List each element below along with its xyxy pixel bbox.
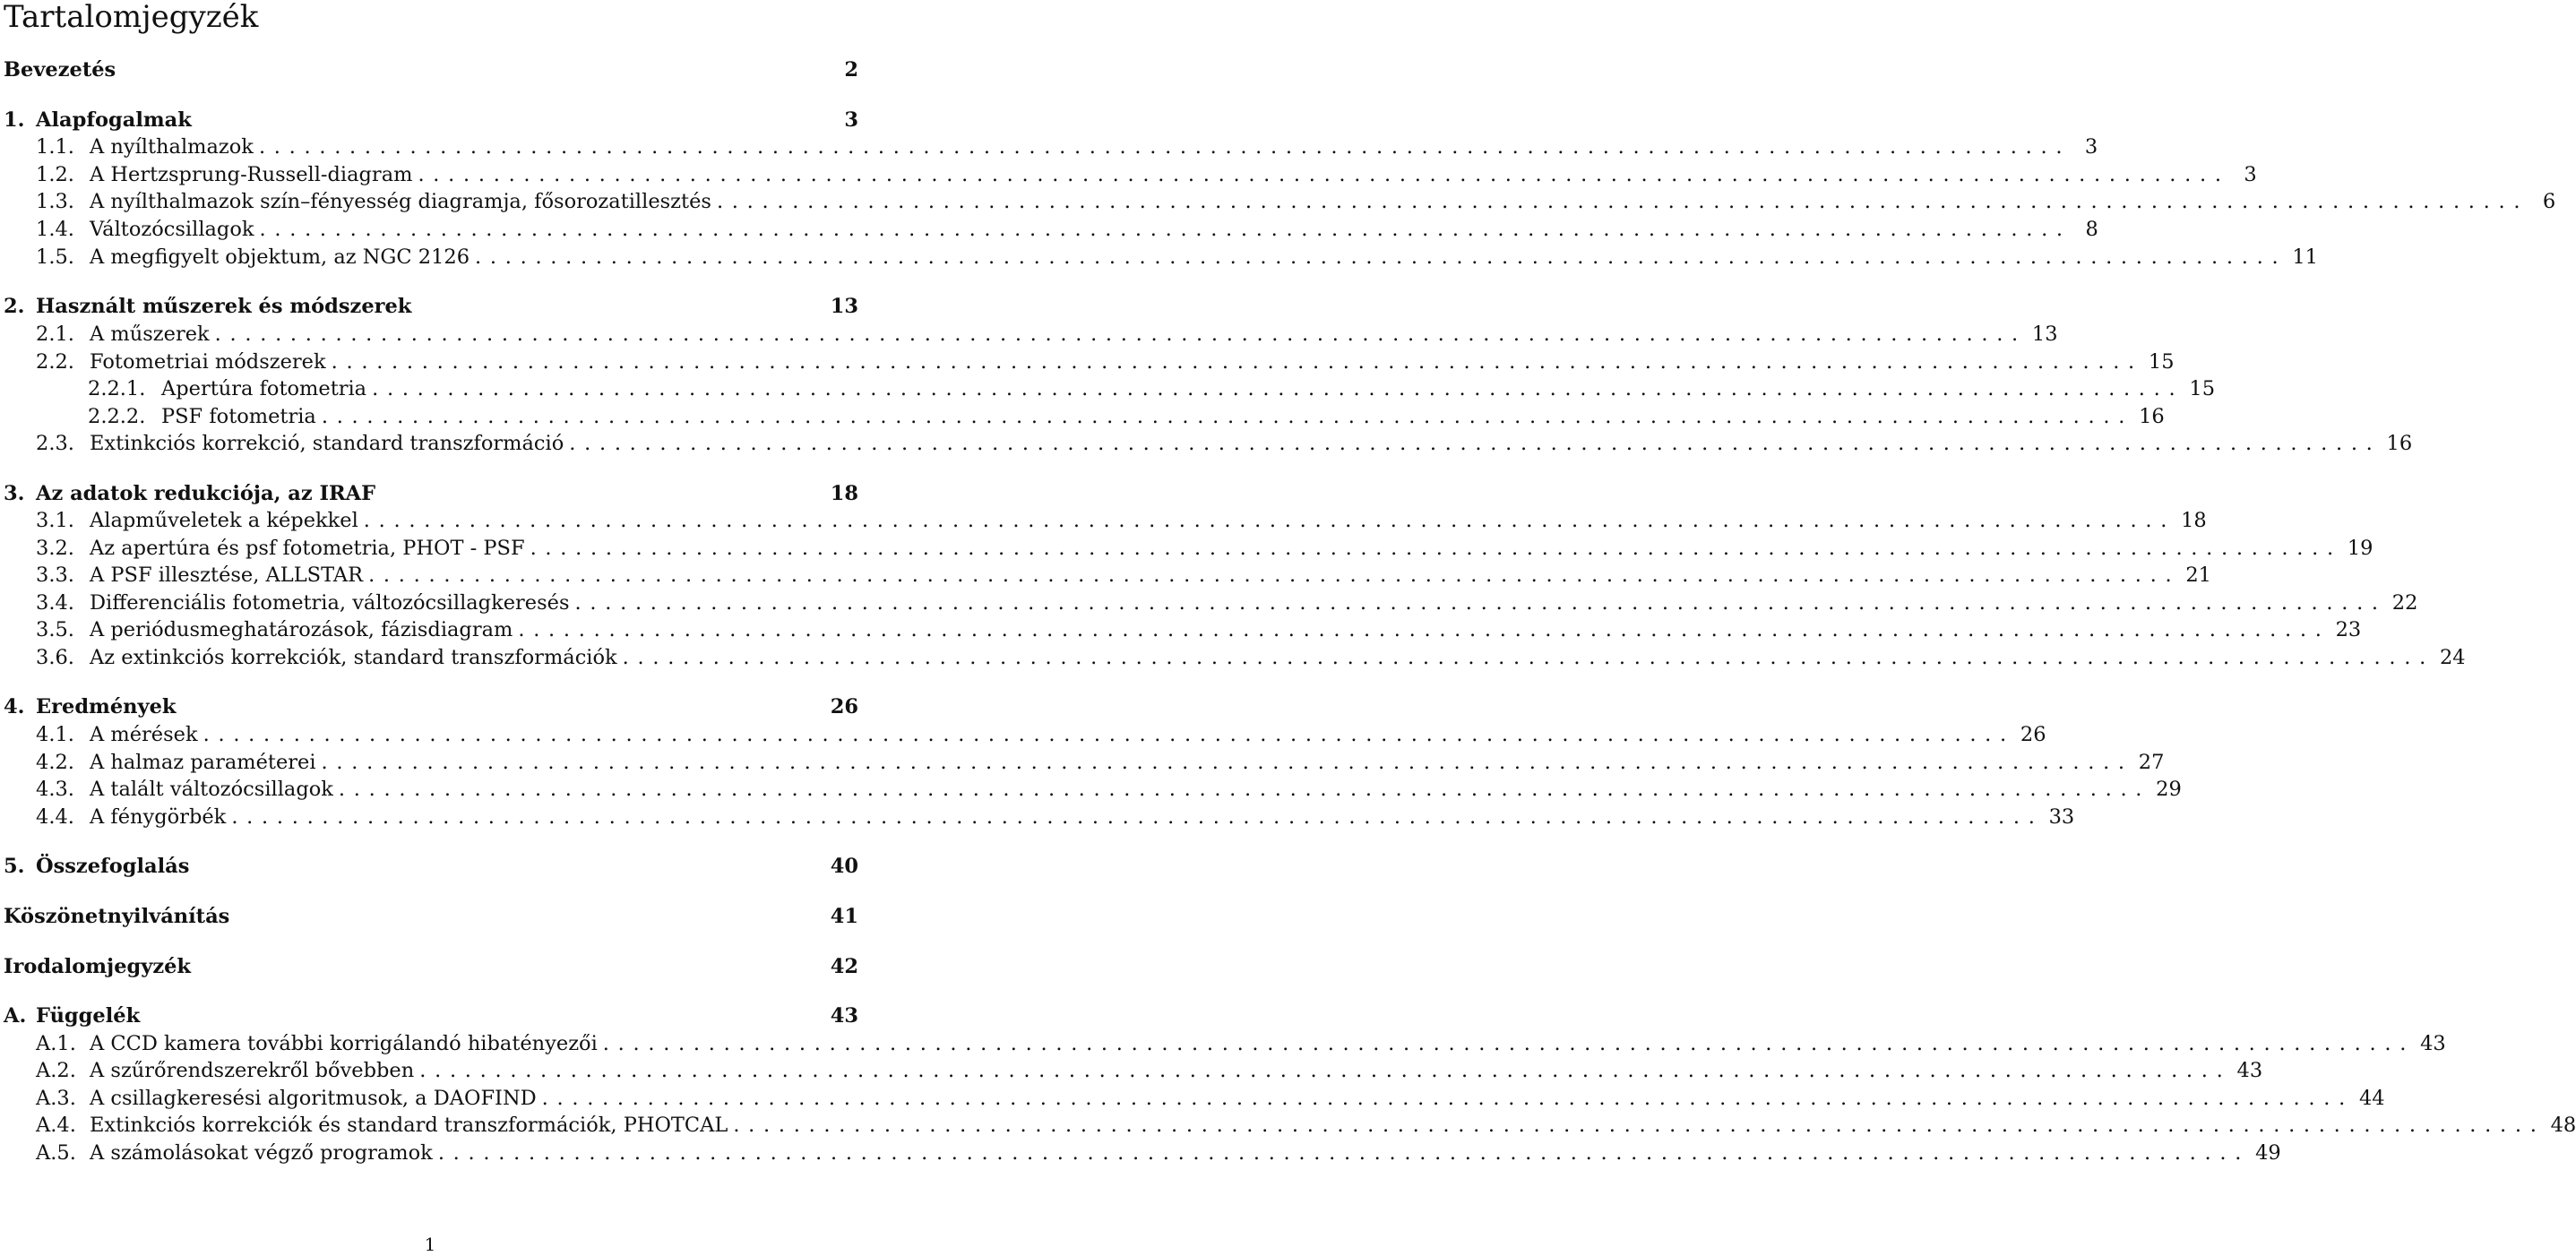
toc-entry-title: A nyílthalmazok bbox=[90, 135, 254, 159]
toc-entry-title: Az extinkciós korrekciók, standard transzformációk bbox=[90, 646, 617, 669]
toc-page-number: 41 bbox=[830, 905, 858, 928]
toc-dot-leader: ........................................................................................................................ bbox=[368, 563, 2181, 587]
toc-entry-title: A CCD kamera további korrigálandó hibatényezői bbox=[90, 1032, 598, 1055]
toc-entry-title: A szűrőrendszerekről bővebben bbox=[90, 1059, 415, 1082]
toc-entry-number: 1.2. bbox=[36, 163, 74, 186]
toc-entry-title: Alapműveletek a képekkel bbox=[90, 509, 358, 532]
toc-entry-number: A.3. bbox=[36, 1087, 76, 1110]
toc-dot-leader: ........................................................................................................................ bbox=[202, 723, 2015, 746]
toc-chapter-entry[interactable] bbox=[4, 1002, 858, 1029]
toc-section-entry[interactable] bbox=[4, 216, 2098, 243]
toc-dot-leader: ........................................................................................................................ bbox=[214, 323, 2027, 346]
toc-chapter-entry[interactable] bbox=[4, 693, 858, 720]
toc-entry-number: A.1. bbox=[36, 1032, 76, 1055]
toc-section-entry[interactable] bbox=[4, 1112, 2576, 1139]
toc-entry-title: Összefoglalás bbox=[36, 855, 190, 878]
toc-section-entry[interactable] bbox=[4, 562, 2211, 589]
toc-entry-title: Köszönetnyilvánítás bbox=[4, 905, 230, 928]
toc-dot-leader: ........................................................................................................................ bbox=[716, 190, 2529, 213]
toc-page-number: 8 bbox=[2085, 218, 2098, 241]
toc-page-number: 40 bbox=[830, 855, 858, 878]
toc-section-entry[interactable] bbox=[4, 244, 2318, 271]
toc-dot-leader: ........................................................................................................................ bbox=[733, 1114, 2546, 1137]
toc-entry-title: A mérések bbox=[90, 723, 198, 746]
toc-entry-number: 4.4. bbox=[36, 805, 74, 829]
toc-dot-leader: ........................................................................................................................ bbox=[258, 135, 2072, 159]
toc-entry-title: Extinkciós korrekció, standard transzformáció bbox=[90, 432, 564, 455]
toc-page-number: 29 bbox=[2156, 778, 2182, 801]
toc-page-number: 19 bbox=[2347, 537, 2374, 560]
toc-page-number: 2 bbox=[844, 58, 858, 82]
toc-entry-title: Az adatok redukciója, az IRAF bbox=[36, 482, 376, 505]
toc-dot-leader: ........................................................................................................................ bbox=[321, 405, 2134, 428]
toc-dot-leader: ........................................................................................................................ bbox=[437, 1141, 2251, 1165]
toc-page-number: 18 bbox=[830, 482, 858, 505]
toc-entry-number: 2.3. bbox=[36, 432, 74, 455]
toc-dot-leader: ........................................................................................................................ bbox=[419, 1059, 2232, 1082]
toc-section-entry[interactable] bbox=[4, 589, 2418, 616]
toc-entry-title: Használt műszerek és módszerek bbox=[36, 295, 412, 318]
toc-section-entry[interactable] bbox=[4, 749, 2165, 776]
toc-page-number: 49 bbox=[2255, 1141, 2281, 1165]
toc-page-number: 6 bbox=[2542, 190, 2556, 213]
toc-subsection-entry[interactable] bbox=[4, 375, 2216, 402]
toc-page-number: 43 bbox=[2420, 1032, 2446, 1055]
toc-page-number: 22 bbox=[2391, 591, 2418, 615]
toc-chapter-entry[interactable] bbox=[4, 953, 858, 980]
toc-entry-number: 1.5. bbox=[36, 245, 74, 269]
toc-entry-title: Fotometriai módszerek bbox=[90, 350, 326, 374]
toc-entry-number: 3.3. bbox=[36, 563, 74, 587]
toc-entry-title: Eredmények bbox=[36, 695, 177, 718]
toc-entry-title: Apertúra fotometria bbox=[161, 377, 367, 400]
toc-section-entry[interactable] bbox=[4, 1140, 2281, 1166]
toc-section-entry[interactable] bbox=[4, 804, 2075, 830]
toc-dot-leader: ........................................................................................................................ bbox=[338, 778, 2151, 801]
toc-section-entry[interactable] bbox=[4, 535, 2374, 562]
toc-page-number: 27 bbox=[2138, 751, 2165, 774]
toc-entry-number: 1.4. bbox=[36, 218, 74, 241]
toc-entry-title: A PSF illesztése, ALLSTAR bbox=[90, 563, 364, 587]
page-number: 1 bbox=[424, 1234, 436, 1255]
toc-entry-title: A halmaz paraméterei bbox=[90, 751, 316, 774]
toc-page-number: 3 bbox=[2084, 135, 2098, 159]
toc-section-entry[interactable] bbox=[4, 430, 2413, 457]
toc-chapter-entry[interactable] bbox=[4, 56, 858, 83]
toc-entry-number: 2.1. bbox=[36, 323, 74, 346]
toc-section-entry[interactable] bbox=[4, 721, 2046, 748]
toc-section-entry[interactable] bbox=[4, 1085, 2385, 1112]
toc-entry-number: 4.1. bbox=[36, 723, 74, 746]
toc-dot-leader: ........................................................................................................................ bbox=[569, 432, 2382, 455]
toc-entry-title: Extinkciós korrekciók és standard transzformációk, PHOTCAL bbox=[90, 1114, 728, 1137]
toc-entry-title: A számolásokat végző programok bbox=[90, 1141, 433, 1165]
toc-page-number: 48 bbox=[2550, 1114, 2576, 1137]
toc-page-number: 18 bbox=[2181, 509, 2207, 532]
toc-chapter-entry[interactable] bbox=[4, 293, 858, 320]
toc-dot-leader: ........................................................................................................................ bbox=[518, 618, 2330, 641]
toc-entry-number: 1.3. bbox=[36, 190, 74, 213]
toc-page-number: 33 bbox=[2048, 805, 2075, 829]
toc-entry-title: Differenciális fotometria, változócsillagkeresés bbox=[90, 591, 570, 615]
toc-entry-title: Változócsillagok bbox=[90, 218, 254, 241]
toc-section-entry[interactable] bbox=[4, 321, 2058, 348]
toc-section-entry[interactable] bbox=[4, 616, 2362, 643]
toc-page-number: 3 bbox=[844, 108, 858, 132]
toc-entry-title: A műszerek bbox=[90, 323, 210, 346]
toc-page-number: 21 bbox=[2185, 563, 2211, 587]
toc-page-number: 13 bbox=[2031, 323, 2058, 346]
toc-entry-number: 4.2. bbox=[36, 751, 74, 774]
toc-section-entry[interactable] bbox=[4, 133, 2098, 160]
toc-page-number: 26 bbox=[830, 695, 858, 718]
toc-page-number: 13 bbox=[830, 295, 858, 318]
toc-dot-leader: ........................................................................................................................ bbox=[602, 1032, 2416, 1055]
toc-dot-leader: ........................................................................................................................ bbox=[372, 377, 2184, 400]
toc-dot-leader: ........................................................................................................................ bbox=[530, 537, 2342, 560]
toc-entry-number: 3.6. bbox=[36, 646, 74, 669]
toc-entry-title: A nyílthalmazok szín–fényesség diagramja, fősorozatillesztés bbox=[90, 190, 711, 213]
toc-dot-leader: ........................................................................................................................ bbox=[363, 509, 2176, 532]
toc-dot-leader: ........................................................................................................................ bbox=[418, 163, 2230, 186]
toc-chapter-entry[interactable] bbox=[4, 480, 858, 507]
toc-entry-number: 3.5. bbox=[36, 618, 74, 641]
toc-entry-number: A.2. bbox=[36, 1059, 76, 1082]
toc-entry-number: A. bbox=[4, 1004, 27, 1028]
toc-dot-leader: ........................................................................................................................ bbox=[259, 218, 2072, 241]
toc-entry-number: A.5. bbox=[36, 1141, 76, 1165]
toc-page-number: 3 bbox=[2244, 163, 2257, 186]
toc-section-entry[interactable] bbox=[4, 188, 2556, 215]
toc-section-entry[interactable] bbox=[4, 348, 2175, 375]
toc-page-number: 44 bbox=[2358, 1087, 2385, 1110]
toc-entry-number: 3. bbox=[4, 482, 25, 505]
toc-page-number: 11 bbox=[2292, 245, 2318, 269]
toc-chapter-entry[interactable] bbox=[4, 853, 858, 880]
toc-entry-title: PSF fotometria bbox=[161, 405, 316, 428]
toc-dot-leader: ........................................................................................................................ bbox=[574, 591, 2387, 615]
toc-entry-number: A.4. bbox=[36, 1114, 76, 1137]
toc-page bbox=[4, 0, 2576, 1256]
toc-subsection-entry[interactable] bbox=[4, 403, 2165, 430]
toc-page-number: 16 bbox=[2386, 432, 2413, 455]
toc-entry-number: 1.1. bbox=[36, 135, 74, 159]
toc-entry-title: A csillagkeresési algoritmusok, a DAOFIND bbox=[90, 1087, 537, 1110]
toc-section-entry[interactable] bbox=[4, 161, 2257, 188]
toc-entry-title: Függelék bbox=[36, 1004, 141, 1028]
toc-dot-leader: ........................................................................................................................ bbox=[231, 805, 2044, 829]
toc-entry-title: A periódusmeghatározások, fázisdiagram bbox=[90, 618, 513, 641]
toc-page-number: 16 bbox=[2139, 405, 2165, 428]
toc-entry-number: 2.2.1. bbox=[88, 377, 146, 400]
toc-page-number: 24 bbox=[2439, 646, 2466, 669]
toc-entry-number: 3.4. bbox=[36, 591, 74, 615]
toc-page-number: 42 bbox=[830, 955, 858, 978]
toc-chapter-entry[interactable] bbox=[4, 903, 858, 930]
toc-entry-title: A megfigyelt objektum, az NGC 2126 bbox=[90, 245, 470, 269]
toc-chapter-entry[interactable] bbox=[4, 107, 858, 133]
toc-entry-number: 5. bbox=[4, 855, 25, 878]
toc-dot-leader: ........................................................................................................................ bbox=[541, 1087, 2354, 1110]
toc-dot-leader: ........................................................................................................................ bbox=[475, 245, 2287, 269]
toc-entry-number: 2.2.2. bbox=[88, 405, 146, 428]
toc-page-number: 15 bbox=[2148, 350, 2175, 374]
toc-dot-leader: ........................................................................................................................ bbox=[321, 751, 2133, 774]
toc-entry-title: A fénygörbék bbox=[90, 805, 227, 829]
toc-entry-title: Alapfogalmak bbox=[36, 108, 192, 132]
toc-section-entry[interactable] bbox=[4, 1030, 2446, 1057]
toc-dot-leader: ........................................................................................................................ bbox=[622, 646, 2434, 669]
toc-section-entry[interactable] bbox=[4, 776, 2182, 803]
toc-entry-number: 2.2. bbox=[36, 350, 74, 374]
toc-entry-number: 4.3. bbox=[36, 778, 74, 801]
toc-page-number: 26 bbox=[2020, 723, 2046, 746]
toc-entry-number: 1. bbox=[4, 108, 25, 132]
toc-page-number: 23 bbox=[2335, 618, 2362, 641]
toc-page-number: 43 bbox=[2236, 1059, 2263, 1082]
toc-entry-title: Irodalomjegyzék bbox=[4, 955, 192, 978]
toc-entry-title: Bevezetés bbox=[4, 58, 116, 82]
page-title: Tartalomjegyzék bbox=[4, 0, 259, 35]
toc-entry-title: A talált változócsillagok bbox=[90, 778, 333, 801]
toc-entry-number: 4. bbox=[4, 695, 25, 718]
toc-section-entry[interactable] bbox=[4, 644, 2466, 671]
toc-page-number: 15 bbox=[2189, 377, 2216, 400]
toc-dot-leader: ........................................................................................................................ bbox=[331, 350, 2143, 374]
toc-section-entry[interactable] bbox=[4, 1057, 2263, 1084]
toc-entry-number: 3.1. bbox=[36, 509, 74, 532]
toc-entry-title: A Hertzsprung-Russell-diagram bbox=[90, 163, 413, 186]
toc-section-entry[interactable] bbox=[4, 507, 2207, 534]
toc-entry-number: 2. bbox=[4, 295, 25, 318]
toc-entry-number: 3.2. bbox=[36, 537, 74, 560]
toc-page-number: 43 bbox=[830, 1004, 858, 1028]
toc-entry-title: Az apertúra és psf fotometria, PHOT - PSF bbox=[90, 537, 525, 560]
